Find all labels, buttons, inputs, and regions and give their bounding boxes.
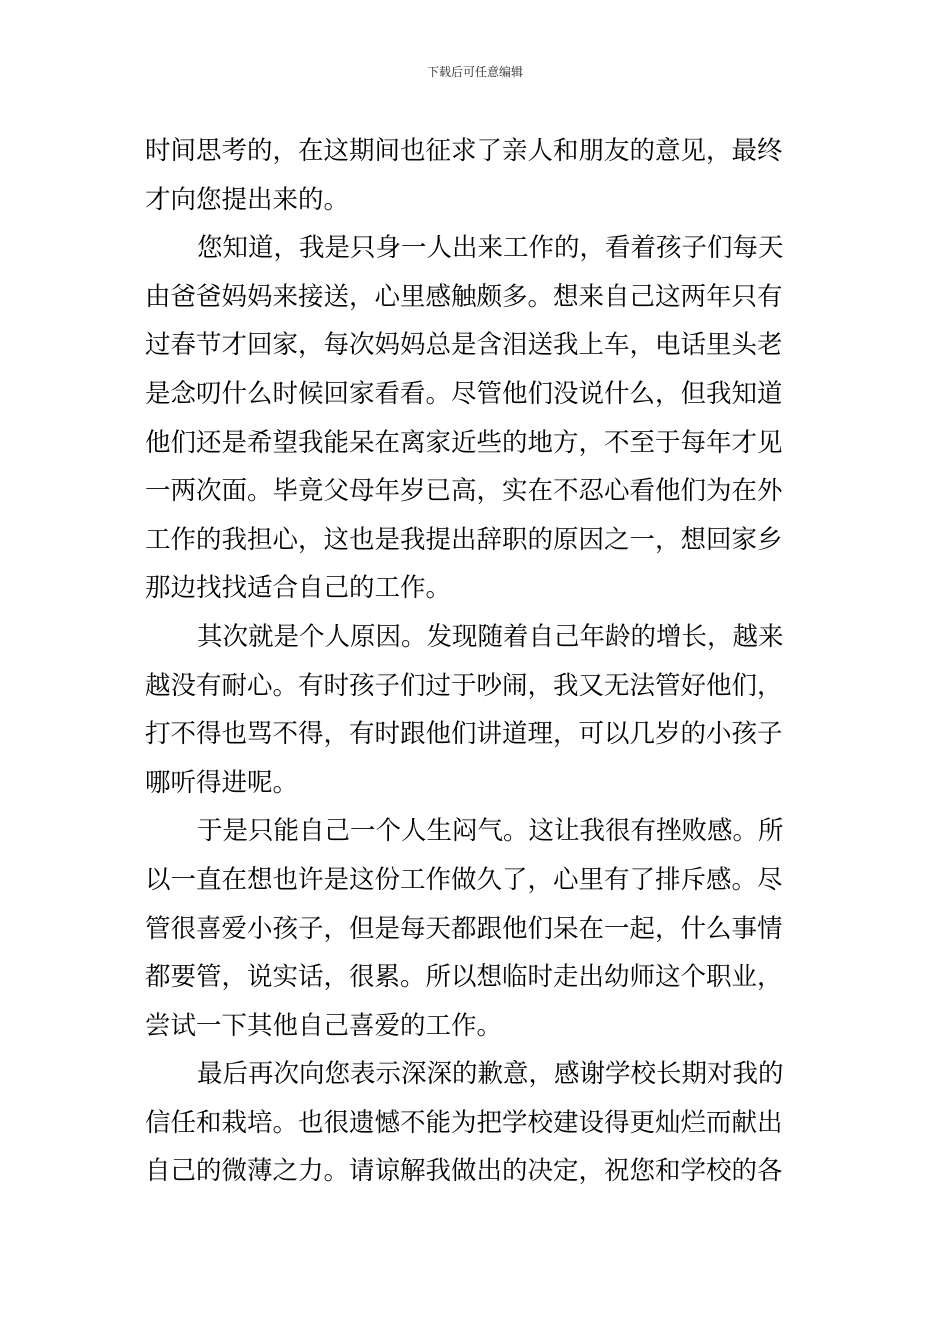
- text-line: 是念叨什么时候回家看看。尽管他们没说什么，但我知道: [145, 378, 783, 409]
- text-line: 于是只能自己一个人生闷气。这让我很有挫败感。所: [197, 816, 784, 847]
- text-line: 那边找找适合自己的工作。: [145, 573, 452, 604]
- text-line: 您知道，我是只身一人出来工作的，看着孩子们每天: [197, 233, 784, 264]
- text-line: 以一直在想也许是这份工作做久了，心里有了排斥感。尽: [145, 864, 783, 895]
- text-line: 打不得也骂不得，有时跟他们讲道理，可以几岁的小孩子: [145, 719, 783, 750]
- text-line: 过春节才回家，每次妈妈总是含泪送我上车，电话里头老: [145, 330, 783, 361]
- document-body: [145, 127, 809, 1196]
- paragraph-lines: [145, 127, 809, 1196]
- text-line: 工作的我担心，这也是我提出辞职的原因之一，想回家乡: [145, 524, 783, 555]
- text-line: 由爸爸妈妈来接送，心里感触颇多。想来自己这两年只有: [145, 281, 783, 312]
- page-header: 下载后可任意编辑: [426, 65, 523, 79]
- text-line: 哪听得进呢。: [145, 767, 299, 798]
- text-line: 一两次面。毕竟父母年岁已高，实在不忍心看他们为在外: [145, 476, 783, 507]
- text-line: 信任和栽培。也很遗憾不能为把学校建设得更灿烂而献出: [145, 1107, 783, 1138]
- text-line: 他们还是希望我能呆在离家近些的地方，不至于每年才见: [145, 427, 783, 458]
- text-line: 都要管，说实话，很累。所以想临时走出幼师这个职业，: [145, 962, 783, 993]
- text-line: 尝试一下其他自己喜爱的工作。: [145, 1010, 503, 1041]
- text-line: 管很喜爱小孩子，但是每天都跟他们呆在一起，什么事情: [145, 913, 783, 944]
- text-line: 时间思考的，在这期间也征求了亲人和朋友的意见，最终: [145, 136, 783, 166]
- text-line: 才向您提出来的。: [145, 184, 350, 215]
- text-line: 自己的微薄之力。请谅解我做出的决定，祝您和学校的各: [145, 1156, 783, 1187]
- text-line: 其次就是个人原因。发现随着自己年龄的增长，越来: [197, 621, 784, 652]
- text-line: 越没有耐心。有时孩子们过于吵闹，我又无法管好他们，: [145, 670, 783, 701]
- text-line: 最后再次向您表示深深的歉意，感谢学校长期对我的: [197, 1059, 784, 1090]
